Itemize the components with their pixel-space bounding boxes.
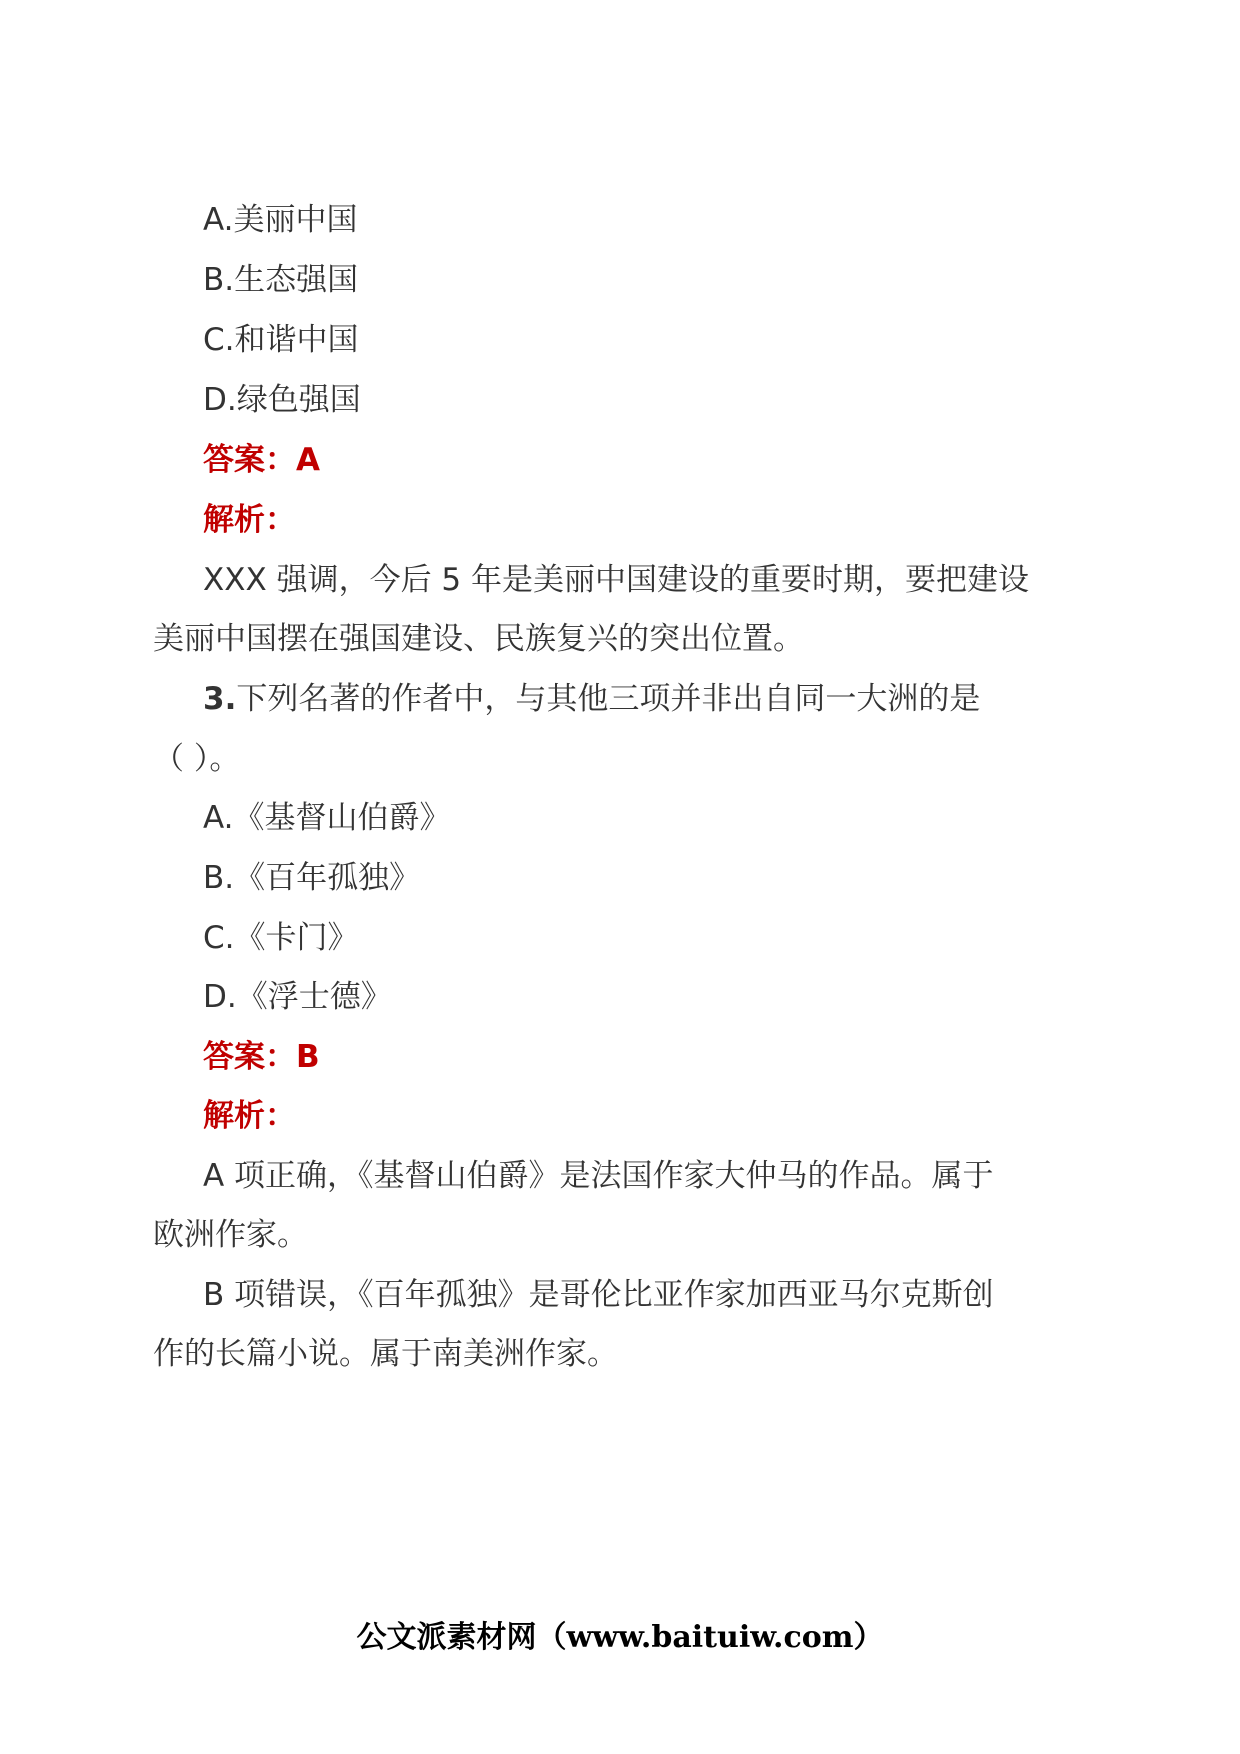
q2-option-b: B.生态强国 (203, 262, 359, 298)
q3-stem-line-2: （ ）。 (153, 741, 241, 777)
q3-option-c: C.《卡门》 (203, 920, 359, 956)
q3-stem-text: 下列名著的作者中，与其他三项并非出自同一大洲的是 (236, 681, 981, 717)
q3-option-b: B.《百年孤独》 (203, 860, 421, 896)
q3-analysis-label: 解析： (203, 1098, 296, 1134)
q3-stem-line-1 (203, 679, 980, 719)
q3-analysis-line-1: A 项正确，《基督山伯爵》是法国作家大仲马的作品。属于 (203, 1158, 994, 1194)
q2-option-a: A.美丽中国 (203, 202, 358, 238)
q2-option-d: D.绿色强国 (203, 382, 361, 418)
q3-number: 3. (203, 681, 237, 717)
q2-analysis-line-2: 美丽中国摆在强国建设、民族复兴的突出位置。 (153, 621, 804, 657)
q3-analysis-line-4: 作的长篇小说。属于南美洲作家。 (153, 1336, 618, 1372)
q3-analysis-line-3: B 项错误，《百年孤独》是哥伦比亚作家加西亚马尔克斯创 (203, 1277, 994, 1313)
q3-analysis-line-2: 欧洲作家。 (153, 1217, 308, 1253)
q2-answer: 答案：A (203, 442, 320, 478)
q3-option-a: A.《基督山伯爵》 (203, 800, 451, 836)
footer-source: 公文派素材网（www.baituiw.com） (356, 1620, 884, 1655)
q2-option-c: C.和谐中国 (203, 322, 359, 358)
q2-analysis-line-1: XXX 强调，今后 5 年是美丽中国建设的重要时期，要把建设 (203, 562, 1029, 598)
q2-analysis-label: 解析： (203, 502, 296, 538)
q3-option-d: D.《浮士德》 (203, 979, 392, 1015)
q3-answer: 答案：B (203, 1039, 320, 1075)
